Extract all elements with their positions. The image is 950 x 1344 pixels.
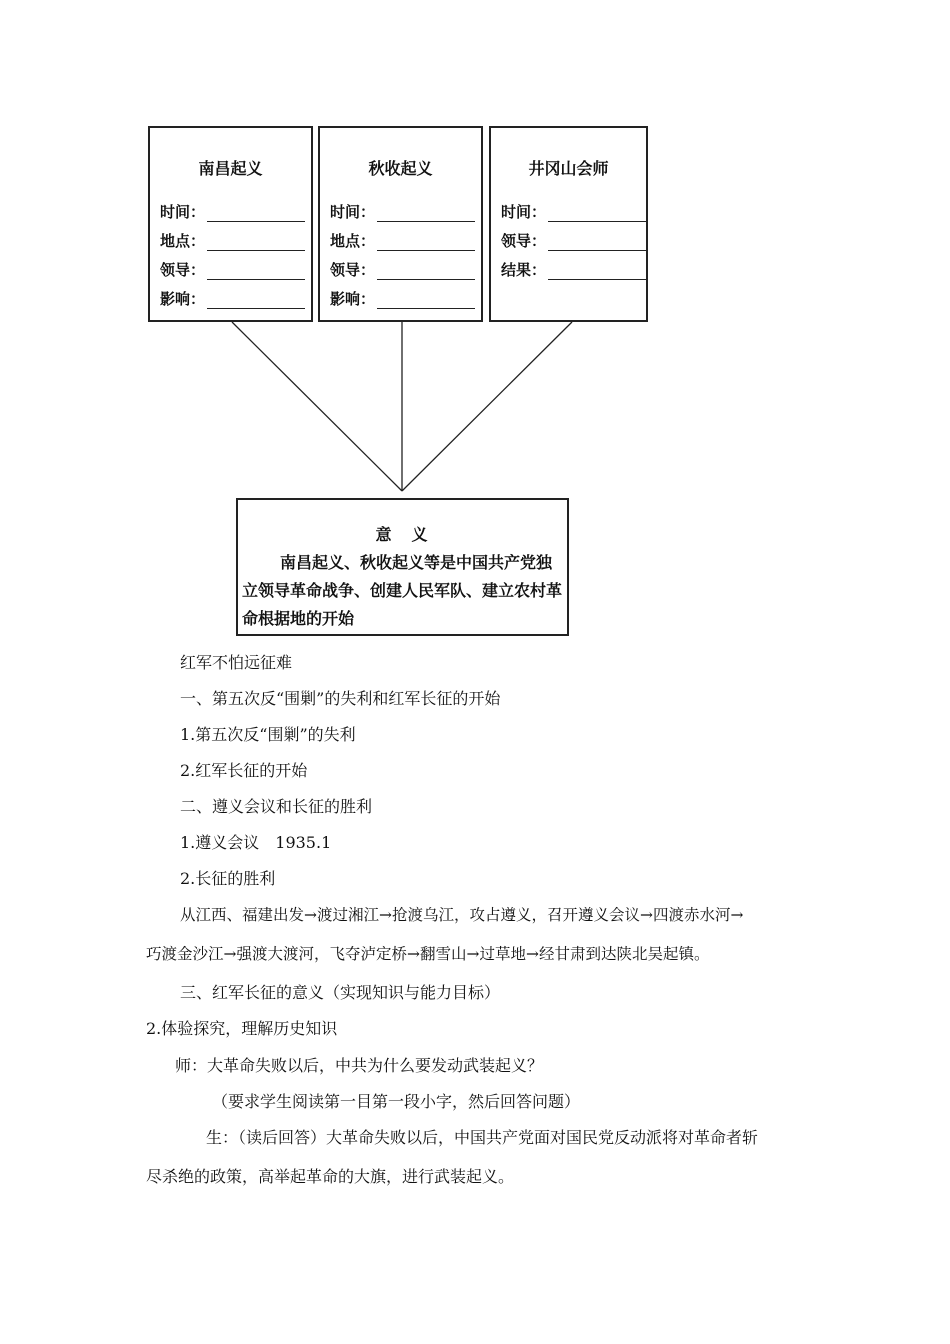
impact-row [160, 280, 311, 309]
blank-line [377, 232, 475, 251]
significance-title: 意 义 [375, 525, 430, 544]
section-heading-3: 三、红军长征的意义（实现知识与能力目标） [180, 983, 501, 1002]
blank-line [377, 261, 475, 280]
student-answer-line: 尽杀绝的政策，高举起革命的大旗，进行武装起义。 [146, 1167, 515, 1186]
significance-text: 南昌起义、秋收起义等是中国共产党独立领导革命战争、创建人民军队、建立农村革命根据地的开始 [242, 553, 563, 628]
blank-line [377, 290, 475, 309]
section-heading-2: 二、遵义会议和长征的胜利 [180, 797, 373, 816]
box-title: 秋收起义 [368, 159, 433, 178]
list-item: 1.遵义会议 1935.1 [180, 833, 332, 852]
leader-row [160, 251, 311, 280]
impact-row [330, 280, 481, 309]
teacher-question: 师：大革命失败以后，中共为什么要发动武装起义？ [175, 1056, 544, 1075]
long-march-route-line: 从江西、福建出发→渡过湘江→抢渡乌江，攻占遵义，召开遵义会议→四渡赤水河→ [180, 906, 744, 924]
row-label: 时间： [160, 203, 206, 221]
time-row [330, 193, 481, 222]
row-label: 时间： [330, 203, 376, 221]
row-label: 影响： [160, 290, 206, 308]
leader-row [330, 251, 481, 280]
student-answer-line: 生：（读后回答）大革命失败以后，中国共产党面对国民党反动派将对革命者斩 [206, 1128, 759, 1147]
row-label: 地点： [330, 232, 376, 250]
place-row [160, 222, 311, 251]
row-label: 领导： [160, 261, 206, 279]
result-row [501, 251, 646, 280]
blank-line [548, 203, 646, 222]
row-label: 地点： [160, 232, 206, 250]
section-heading-1: 一、第五次反“围剿”的失利和红军长征的开始 [180, 689, 501, 708]
row-label: 时间： [501, 203, 547, 221]
significance-box [236, 498, 569, 636]
box-title: 南昌起义 [198, 159, 263, 178]
blank-line [377, 203, 475, 222]
connector-line-left [232, 322, 402, 491]
blank-line [207, 232, 305, 251]
row-label: 影响： [330, 290, 376, 308]
box-title: 井冈山会师 [528, 159, 609, 178]
place-row [330, 222, 481, 251]
row-label: 领导： [330, 261, 376, 279]
time-row [160, 193, 311, 222]
blank-line [207, 290, 305, 309]
lesson-title: 红军不怕远征难 [180, 653, 293, 672]
list-item: 2.长征的胜利 [180, 869, 276, 888]
list-item: 2.红军长征的开始 [180, 761, 308, 780]
step-heading: 2.体验探究，理解历史知识 [146, 1019, 338, 1038]
autumn-harvest-uprising-box [318, 126, 483, 322]
row-label: 领导： [501, 232, 547, 250]
long-march-route-line: 巧渡金沙江→强渡大渡河，飞夺泸定桥→翻雪山→过草地→经甘肃到达陕北吴起镇。 [146, 945, 710, 963]
instruction-note: （要求学生阅读第一目第一段小字，然后回答问题） [212, 1092, 581, 1111]
blank-line [548, 261, 646, 280]
nanchang-uprising-box [148, 126, 313, 322]
blank-line [207, 261, 305, 280]
jinggangshan-meeting-box [489, 126, 648, 322]
connector-line-right [402, 322, 572, 491]
row-label: 结果： [501, 261, 547, 279]
list-item: 1.第五次反“围剿”的失利 [180, 725, 356, 744]
time-row [501, 193, 646, 222]
blank-line [207, 203, 305, 222]
leader-row [501, 222, 646, 251]
blank-line [548, 232, 646, 251]
